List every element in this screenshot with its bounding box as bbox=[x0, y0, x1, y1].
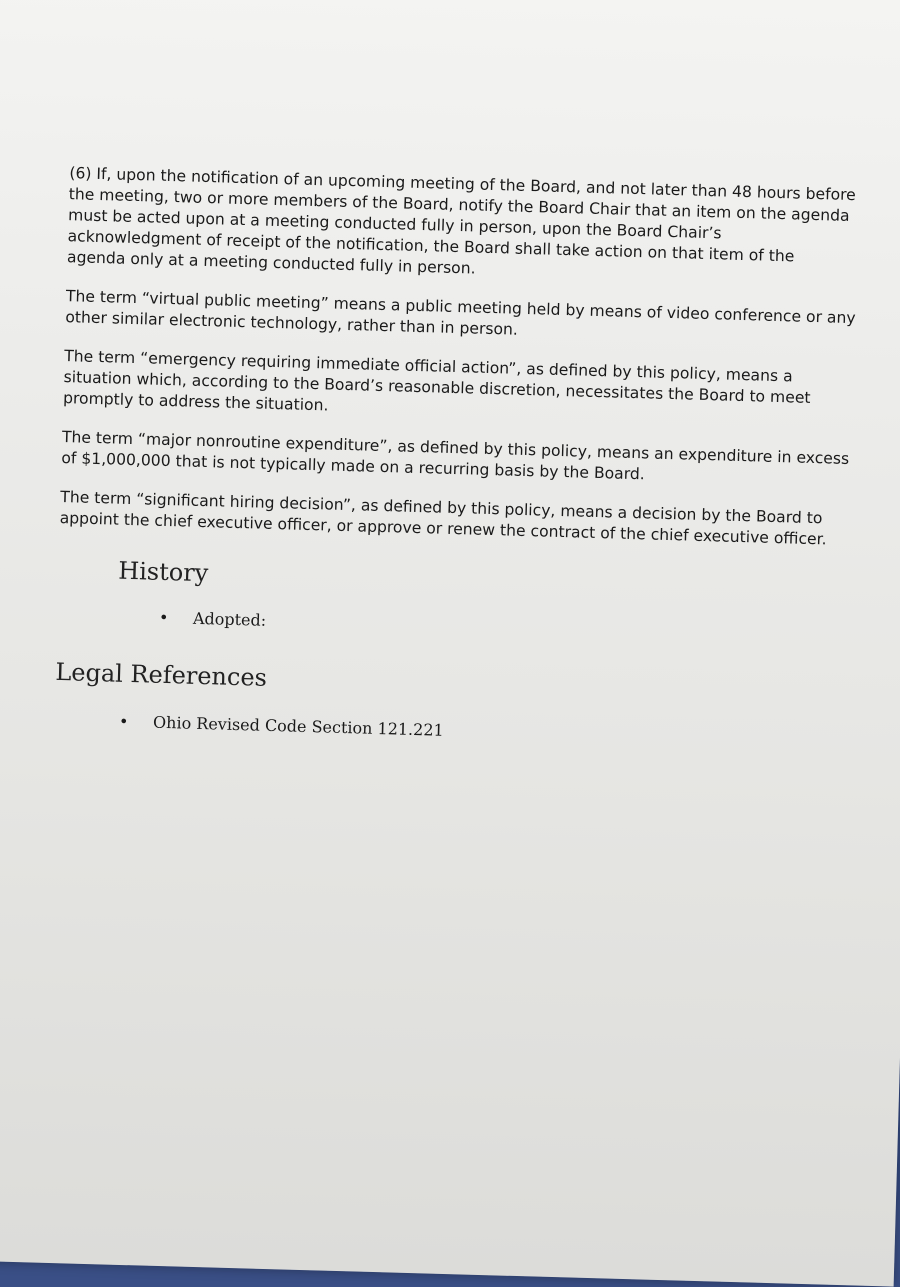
legal-reference-item: • Ohio Revised Code Section 121.221 bbox=[119, 712, 844, 751]
legal-references-list bbox=[119, 712, 844, 751]
paragraph-major-expenditure: The term “major nonroutine expenditure”, as defined by this policy, means an expenditure in excess of $1,000,000 that is not typically made on a recurring basis by the Board. bbox=[61, 428, 850, 484]
paragraph-virtual-public-meeting: The term “virtual public meeting” means a public meeting held by means of video conference or any other similar electronic technology, rather than in person. bbox=[65, 287, 856, 339]
document-body bbox=[54, 163, 859, 751]
history-heading: History bbox=[117, 556, 209, 588]
history-list bbox=[159, 608, 847, 646]
paragraph-item-6: (6) If, upon the notification of an upcoming meeting of the Board, and not later than 48 hours before the meeting, two or more members of the Board, notify the Board Chair that an item on the agenda must be acted upon at a meeting conducted fully in person, upon the Board Chair’s acknowledgment of receipt of the notification, the Board shall take action on that item of the agenda only at a meeting conducted fully in person. bbox=[66, 164, 857, 278]
paragraph-significant-hiring: The term “significant hiring decision”, as defined by this policy, means a decision by the Board to appoint the chief executive officer, or approve or renew the contract of the chief executive officer. bbox=[59, 488, 827, 549]
paragraph-emergency-definition: The term “emergency requiring immediate official action”, as defined by this policy, means a situation which, according to the Board’s reasonable discretion, necessitates the Board to meet promptly to address the situation. bbox=[62, 347, 811, 415]
history-item-adopted: • Adopted: bbox=[159, 608, 847, 646]
legal-references-heading: Legal References bbox=[55, 657, 268, 692]
